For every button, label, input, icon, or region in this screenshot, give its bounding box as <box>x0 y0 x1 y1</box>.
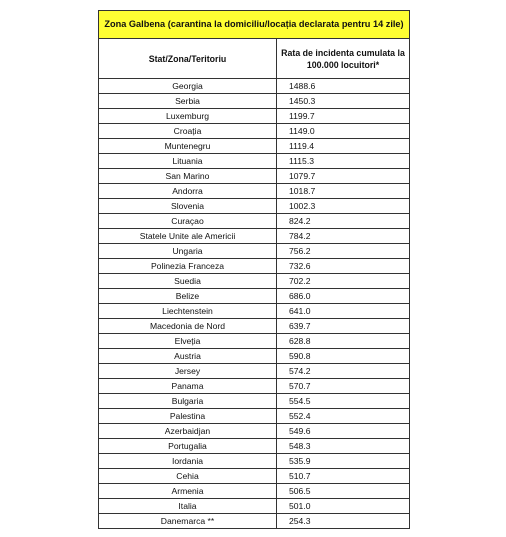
country-cell: Austria <box>99 349 277 364</box>
country-cell: Italia <box>99 499 277 514</box>
country-cell: Armenia <box>99 484 277 499</box>
rate-cell: 554.5 <box>277 394 410 409</box>
country-cell: Curaçao <box>99 214 277 229</box>
rate-cell: 552.4 <box>277 409 410 424</box>
rate-cell: 784.2 <box>277 229 410 244</box>
table-row <box>99 139 410 154</box>
country-cell: Muntenegru <box>99 139 277 154</box>
yellow-zone-document <box>98 10 409 529</box>
yellow-zone-table <box>98 10 410 529</box>
country-cell: Ungaria <box>99 244 277 259</box>
rate-cell: 1149.0 <box>277 124 410 139</box>
country-cell: Luxemburg <box>99 109 277 124</box>
rate-cell: 756.2 <box>277 244 410 259</box>
country-cell: Suedia <box>99 274 277 289</box>
rate-cell: 548.3 <box>277 439 410 454</box>
rate-cell: 1199.7 <box>277 109 410 124</box>
rate-cell: 549.6 <box>277 424 410 439</box>
country-cell: Croația <box>99 124 277 139</box>
table-row <box>99 79 410 94</box>
rate-cell: 1119.4 <box>277 139 410 154</box>
rate-cell: 1488.6 <box>277 79 410 94</box>
table-row <box>99 184 410 199</box>
country-cell: Macedonia de Nord <box>99 319 277 334</box>
table-row <box>99 154 410 169</box>
table-row <box>99 454 410 469</box>
rate-cell: 1115.3 <box>277 154 410 169</box>
table-row <box>99 169 410 184</box>
rate-cell: 1079.7 <box>277 169 410 184</box>
country-cell: Andorra <box>99 184 277 199</box>
rate-cell: 1018.7 <box>277 184 410 199</box>
table-row <box>99 484 410 499</box>
table-row <box>99 514 410 529</box>
country-cell: Statele Unite ale Americii <box>99 229 277 244</box>
rate-cell: 824.2 <box>277 214 410 229</box>
country-cell: San Marino <box>99 169 277 184</box>
country-cell: Jersey <box>99 364 277 379</box>
column-header-rate: Rata de incidenta cumulata la 100.000 locuitori* <box>277 39 410 79</box>
table-row <box>99 379 410 394</box>
country-cell: Polinezia Franceza <box>99 259 277 274</box>
table-row <box>99 199 410 214</box>
country-cell: Liechtenstein <box>99 304 277 319</box>
table-title: Zona Galbena (carantina la domiciliu/locația declarata pentru 14 zile) <box>99 11 410 39</box>
rate-cell: 574.2 <box>277 364 410 379</box>
table-row <box>99 499 410 514</box>
rate-cell: 1002.3 <box>277 199 410 214</box>
rate-cell: 535.9 <box>277 454 410 469</box>
country-cell: Serbia <box>99 94 277 109</box>
rate-cell: 1450.3 <box>277 94 410 109</box>
table-row <box>99 304 410 319</box>
rate-cell: 254.3 <box>277 514 410 529</box>
rate-cell: 506.5 <box>277 484 410 499</box>
rate-cell: 570.7 <box>277 379 410 394</box>
country-cell: Cehia <box>99 469 277 484</box>
table-row <box>99 439 410 454</box>
rate-cell: 501.0 <box>277 499 410 514</box>
country-cell: Elveția <box>99 334 277 349</box>
rate-cell: 732.6 <box>277 259 410 274</box>
table-row <box>99 334 410 349</box>
table-row <box>99 94 410 109</box>
country-cell: Lituania <box>99 154 277 169</box>
table-row <box>99 259 410 274</box>
rate-cell: 510.7 <box>277 469 410 484</box>
table-row <box>99 109 410 124</box>
table-row <box>99 364 410 379</box>
country-cell: Azerbaidjan <box>99 424 277 439</box>
country-cell: Iordania <box>99 454 277 469</box>
rate-cell: 639.7 <box>277 319 410 334</box>
table-row <box>99 244 410 259</box>
rate-cell: 702.2 <box>277 274 410 289</box>
table-row <box>99 274 410 289</box>
table-row <box>99 349 410 364</box>
country-cell: Slovenia <box>99 199 277 214</box>
table-title-row <box>99 11 410 39</box>
table-row <box>99 409 410 424</box>
table-body <box>99 79 410 529</box>
rate-cell: 641.0 <box>277 304 410 319</box>
country-cell: Belize <box>99 289 277 304</box>
column-header-country: Stat/Zona/Teritoriu <box>99 39 277 79</box>
table-row <box>99 424 410 439</box>
country-cell: Portugalia <box>99 439 277 454</box>
table-row <box>99 229 410 244</box>
rate-cell: 628.8 <box>277 334 410 349</box>
table-row <box>99 394 410 409</box>
table-row <box>99 214 410 229</box>
table-row <box>99 289 410 304</box>
table-row <box>99 124 410 139</box>
country-cell: Palestina <box>99 409 277 424</box>
country-cell: Danemarca ** <box>99 514 277 529</box>
table-row <box>99 469 410 484</box>
table-header-row <box>99 39 410 79</box>
rate-cell: 686.0 <box>277 289 410 304</box>
country-cell: Georgia <box>99 79 277 94</box>
table-row <box>99 319 410 334</box>
country-cell: Panama <box>99 379 277 394</box>
country-cell: Bulgaria <box>99 394 277 409</box>
rate-cell: 590.8 <box>277 349 410 364</box>
